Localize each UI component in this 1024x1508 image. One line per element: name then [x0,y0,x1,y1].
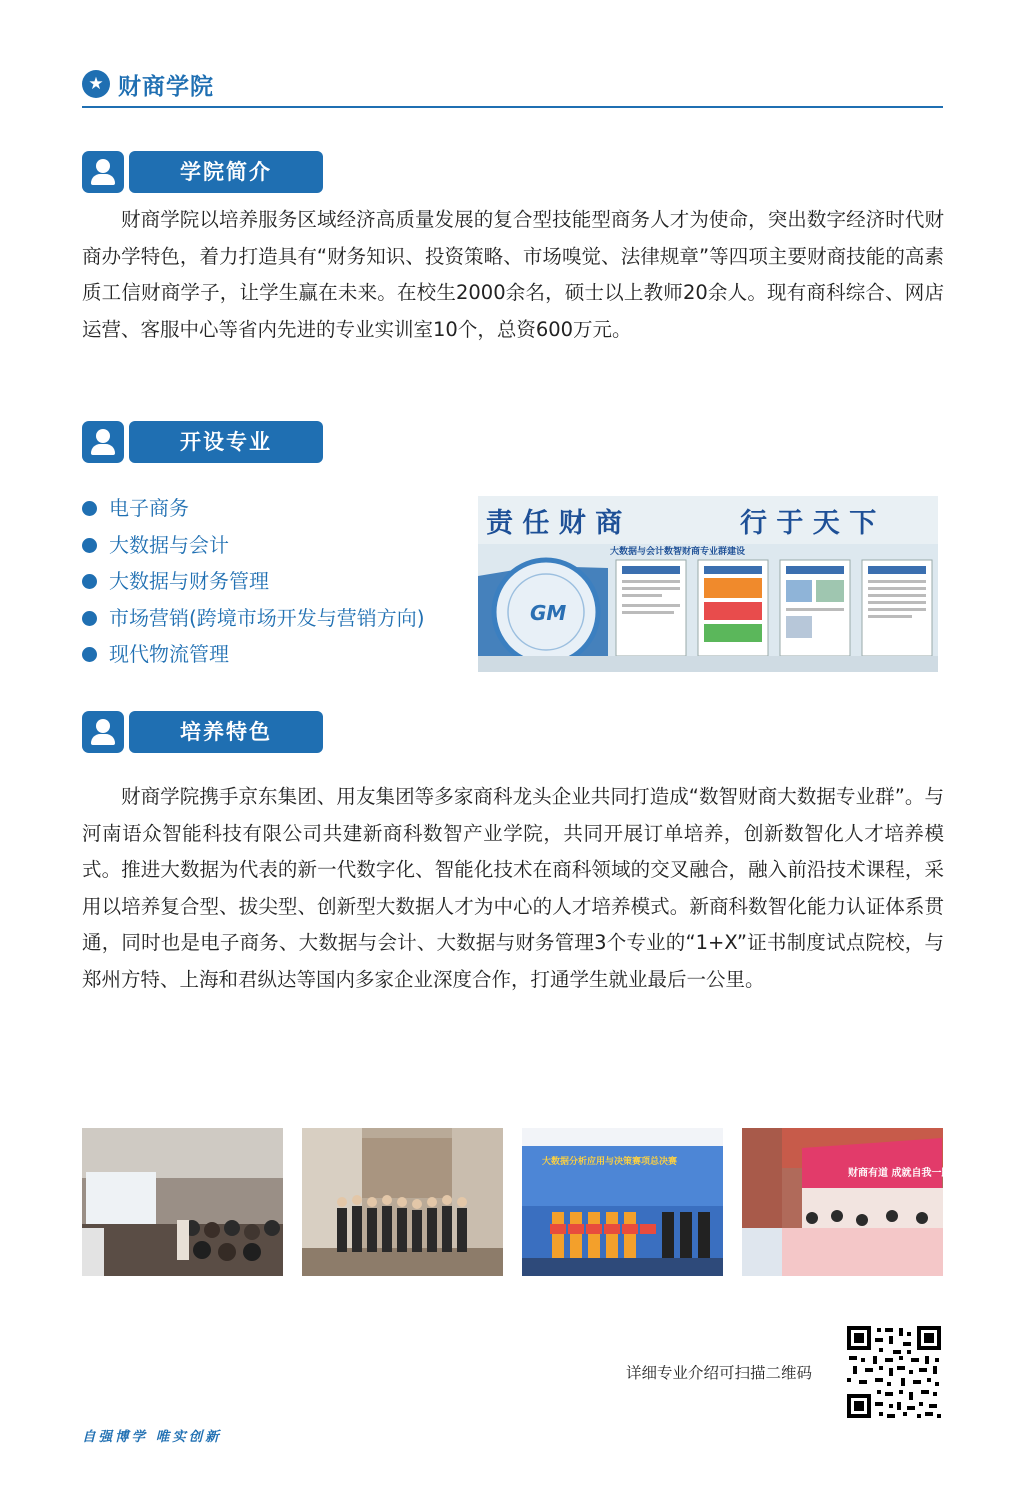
slogan-left: 责 任 财 商 [486,508,623,539]
bullet-dot-icon [82,611,97,626]
wall-logo-text: GM [530,601,567,625]
lecture-hall-photo [82,1128,283,1276]
school-motto: 自强博学 唯实创新 [82,1429,222,1445]
page-title: 财商学院 [118,74,214,100]
qr-caption: 详细专业介绍可扫描二维码 [626,1364,813,1382]
competition-award-photo [522,1128,723,1276]
slogan-right: 行 于 天 下 [740,508,877,539]
bullet-dot-icon [82,501,97,516]
intro-paragraph: 财商学院以培养服务区域经济高质量发展的复合型技能型商务人才为使命，突出数字经济时代财商办学特色，着力打造具有“财务知识、投资策略、市场嗅觉、法律规章”等四项主要财商技能的高素质工信财商学子，让学生赢在未来。在校生2000余名，硕士以上教师20余人。现有商科综合、网店运营、客服中心等省内先进的专业实训室10个，总资600万元。 [82,208,944,341]
section-label-features: 培养特色 [129,711,323,753]
exhibition-wall-photo [478,496,938,672]
booth-banner: 财商有道 成就自我一路同行 [848,1168,972,1179]
person-icon [82,711,124,753]
section-label-intro: 学院简介 [129,151,323,193]
campus-booth-photo [742,1128,972,1276]
list-item: 大数据与会计 [82,527,425,564]
major-list [82,490,425,673]
page-title-bar [82,66,943,108]
list-item: 市场营销(跨境市场开发与营销方向) [82,600,425,637]
person-icon [82,421,124,463]
section-header-features [82,711,323,753]
qr-code[interactable] [845,1324,943,1420]
wall-banner: 大数据与会计数智财商专业群建设 [610,547,746,557]
section-label-majors: 开设专业 [129,421,323,463]
section-header-intro [82,151,323,193]
person-icon [82,151,124,193]
competition-banner: 大数据分析应用与决策赛项总决赛 [542,1157,678,1167]
section-header-majors [82,421,323,463]
list-item: 现代物流管理 [82,636,425,673]
bullet-dot-icon [82,538,97,553]
bullet-dot-icon [82,647,97,662]
star-icon: ★ [82,70,110,98]
group-photo-jd [302,1128,503,1276]
list-item: 电子商务 [82,490,425,527]
features-paragraph: 财商学院携手京东集团、用友集团等多家商科龙头企业共同打造成“数智财商大数据专业群”。与河南语众智能科技有限公司共建新商科数智产业学院，共同开展订单培养，创新数智化人才培养模式。推进大数据为代表的新一代数字化、智能化技术在商科领域的交叉融合，融入前沿技术课程，采用以培养复合型、拔尖型、创新型大数据人才为中心的人才培养模式。新商科数智化能力认证体系贯通，同时也是电子商务、大数据与会计、大数据与财务管理3个专业的“1+X”证书制度试点院校，与郑州方特、上海和君纵达等国内多家企业深度合作，打通学生就业最后一公里。 [82,785,944,991]
list-item: 大数据与财务管理 [82,563,425,600]
bullet-dot-icon [82,574,97,589]
